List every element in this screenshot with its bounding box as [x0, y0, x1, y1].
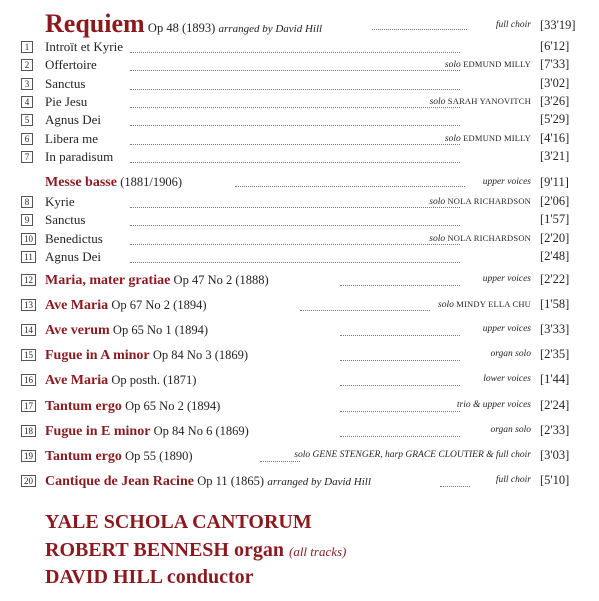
track-title-group — [45, 297, 207, 314]
track-performer — [427, 96, 531, 107]
track-number: 18 — [21, 425, 36, 437]
track-row — [0, 248, 599, 266]
track-title-group — [45, 272, 269, 289]
performer-name: SARAH YANOVITCH — [447, 95, 531, 106]
performer-name: NOLA RICHARDSON — [447, 232, 531, 243]
performer-role: solo — [429, 96, 448, 107]
track-number: 11 — [21, 251, 36, 263]
track-title-group — [45, 57, 97, 73]
leader-dots — [340, 418, 460, 437]
track-number: 5 — [21, 114, 33, 126]
track-duration: [4'16] — [540, 130, 570, 145]
leader-dots — [300, 292, 430, 311]
work-row — [0, 422, 599, 440]
track-title: Ave Maria — [45, 298, 109, 314]
track-performer: organ solo — [487, 349, 531, 359]
track-performer: solo GENE STENGER, harp GRACE CLOUTIER & full choir — [291, 450, 531, 460]
leader-dots — [130, 89, 460, 108]
track-duration: [5'29] — [540, 112, 570, 127]
track-title-group — [45, 149, 113, 165]
performer-name: MINDY ELLA CHU — [456, 299, 531, 310]
leader-dots — [130, 144, 460, 163]
leader-dots — [130, 107, 460, 126]
track-number: 9 — [21, 214, 33, 226]
credit-choir: YALE SCHOLA CANTORUM — [45, 511, 312, 533]
track-duration: [1'58] — [540, 297, 570, 312]
track-duration: [1'44] — [540, 372, 570, 387]
track-title-group — [45, 347, 248, 364]
track-title-group — [45, 212, 85, 228]
performer-role: solo — [429, 197, 448, 207]
track-title: Agnus Dei — [45, 248, 101, 264]
performer-name: EDMUND MILLY — [463, 59, 531, 70]
track-title: Fugue in E minor — [45, 423, 151, 439]
leader-dots — [340, 317, 460, 336]
requiem-title: Requiem — [45, 9, 145, 38]
track-duration: [3'33] — [540, 322, 570, 337]
track-duration: [2'20] — [540, 230, 570, 245]
track-number: 7 — [21, 151, 33, 163]
track-performer — [442, 59, 531, 70]
leader-dots — [340, 393, 460, 412]
track-number: 8 — [21, 196, 33, 208]
track-title: Sanctus — [45, 212, 86, 228]
track-duration: [3'03] — [540, 447, 570, 462]
leader-dots — [130, 71, 460, 90]
track-title-group — [45, 76, 85, 92]
track-title: Introït et Kyrie — [45, 39, 123, 54]
track-opus: Op 67 No 2 (1894) — [111, 298, 207, 313]
track-number: 1 — [21, 41, 33, 53]
track-arranged: arranged by David Hill — [267, 475, 371, 488]
track-title-group — [45, 94, 87, 110]
work-row — [0, 397, 599, 415]
track-title: Pie Jesu — [45, 93, 88, 109]
track-title-group — [45, 231, 103, 247]
track-number: 19 — [21, 450, 36, 462]
track-title-group — [45, 398, 220, 415]
leader-dots — [130, 244, 460, 263]
work-row — [0, 472, 599, 490]
requiem-header — [0, 9, 599, 37]
leader-dots — [130, 34, 460, 53]
leader-dots — [440, 468, 470, 487]
track-number: 20 — [21, 475, 36, 487]
track-title-group — [45, 372, 196, 389]
track-title-group — [45, 448, 193, 465]
track-performer — [426, 233, 531, 244]
track-duration: [3'21] — [540, 148, 570, 163]
track-number: 6 — [21, 133, 33, 145]
work-row — [0, 321, 599, 339]
track-performer: trio & upper voices — [454, 400, 531, 410]
leader-dots — [130, 126, 460, 145]
messe-title: Messe basse — [45, 175, 117, 190]
work-row — [0, 447, 599, 465]
track-opus: Op 84 No 6 (1869) — [153, 423, 249, 438]
work-row — [0, 296, 599, 314]
track-title: Ave verum — [45, 323, 110, 339]
track-number: 10 — [21, 233, 36, 245]
track-duration: [2'06] — [540, 194, 570, 208]
track-performer — [435, 299, 531, 310]
track-opus: Op posth. (1871) — [111, 373, 197, 388]
performer-role: solo — [429, 233, 448, 244]
track-number: 14 — [21, 324, 36, 336]
track-title: Sanctus — [45, 75, 86, 91]
track-opus: Op 65 No 1 (1894) — [112, 323, 209, 338]
messe-forces: upper voices — [480, 177, 531, 187]
track-performer — [426, 196, 531, 207]
track-opus: Op 65 No 2 (1894) — [125, 398, 221, 413]
track-number: 17 — [21, 400, 36, 412]
track-opus: Op 84 No 3 (1869) — [152, 348, 249, 363]
track-title: Libera me — [45, 130, 99, 146]
requiem-forces: full choir — [493, 20, 531, 30]
requiem-opus: Op 48 (1893) — [147, 21, 216, 35]
performer-name: NOLA RICHARDSON — [447, 196, 531, 206]
track-duration: [3'26] — [540, 93, 570, 108]
track-performer: lower voices — [480, 374, 531, 384]
track-number: 12 — [21, 274, 36, 286]
track-title: Cantique de Jean Racine — [45, 473, 194, 489]
track-row — [0, 148, 599, 166]
track-performer — [442, 133, 531, 144]
track-duration: [5'10] — [540, 472, 570, 487]
work-row — [0, 346, 599, 364]
track-duration: [2'22] — [540, 272, 570, 286]
performer-role: solo — [444, 133, 464, 144]
track-title-group — [45, 194, 75, 210]
leader-dots — [340, 342, 460, 361]
leader-dots — [340, 367, 460, 386]
track-title: Ave Maria — [45, 373, 109, 389]
track-performer: organ solo — [487, 425, 531, 435]
track-title: Tantum ergo — [45, 398, 122, 414]
track-duration: [2'35] — [540, 347, 570, 362]
track-title: Benedictus — [45, 230, 103, 246]
track-title: Fugue in A minor — [45, 348, 150, 364]
track-duration: [2'33] — [540, 422, 570, 437]
track-number: 2 — [21, 59, 33, 71]
track-title-group — [45, 131, 98, 147]
track-number: 13 — [21, 299, 36, 311]
track-title-group — [45, 473, 371, 490]
track-title: In paradisum — [45, 148, 114, 164]
track-title: Agnus Dei — [45, 112, 101, 128]
track-title-group — [45, 39, 123, 55]
leader-dots — [130, 52, 460, 71]
track-duration: [7'33] — [540, 57, 570, 72]
track-number: 16 — [21, 374, 36, 386]
leader-dots — [340, 267, 460, 286]
leader-dots — [130, 189, 460, 208]
requiem-duration: [33'19] — [540, 18, 576, 32]
track-duration: [2'48] — [540, 248, 570, 263]
leader-dots — [130, 207, 460, 226]
track-opus: Op 47 No 2 (1888) — [173, 273, 269, 287]
track-title: Kyrie — [45, 194, 75, 209]
track-number: 3 — [21, 78, 33, 90]
work-row — [0, 371, 599, 389]
track-title: Offertoire — [45, 57, 97, 73]
work-row — [0, 271, 599, 289]
performer-name: EDMUND MILLY — [463, 132, 531, 143]
track-duration: [1'57] — [540, 212, 570, 227]
credit-organist — [45, 539, 346, 562]
track-number: 4 — [21, 96, 33, 108]
messe-dates: (1881/1906) — [120, 175, 182, 189]
track-title-group — [45, 249, 101, 265]
track-title: Maria, mater gratiae — [45, 273, 171, 288]
messe-duration: [9'11] — [540, 175, 569, 189]
track-number: 15 — [21, 349, 36, 361]
track-duration: [6'12] — [540, 39, 570, 53]
credit-organist-name: ROBERT BENNESH organ — [45, 539, 284, 561]
track-opus: Op 11 (1865) — [197, 473, 265, 488]
track-title-group — [45, 322, 208, 339]
leader-dots — [372, 1, 467, 30]
track-opus: Op 55 (1890) — [125, 448, 193, 463]
leader-dots — [235, 168, 465, 187]
track-performer: upper voices — [480, 274, 531, 284]
track-title: Tantum ergo — [45, 448, 122, 464]
track-duration: [3'02] — [540, 75, 570, 90]
track-title-group — [45, 423, 249, 440]
track-duration: [2'24] — [540, 397, 570, 412]
credit-conductor: DAVID HILL conductor — [45, 566, 254, 588]
requiem-arranged: arranged by David Hill — [218, 23, 323, 35]
track-performer: upper voices — [480, 324, 531, 334]
performer-role: solo — [438, 300, 457, 311]
credit-organist-note: (all tracks) — [288, 544, 347, 559]
track-title-group — [45, 112, 101, 128]
track-performer: full choir — [493, 475, 531, 485]
leader-dots — [130, 226, 460, 245]
performer-role: solo — [444, 60, 464, 71]
